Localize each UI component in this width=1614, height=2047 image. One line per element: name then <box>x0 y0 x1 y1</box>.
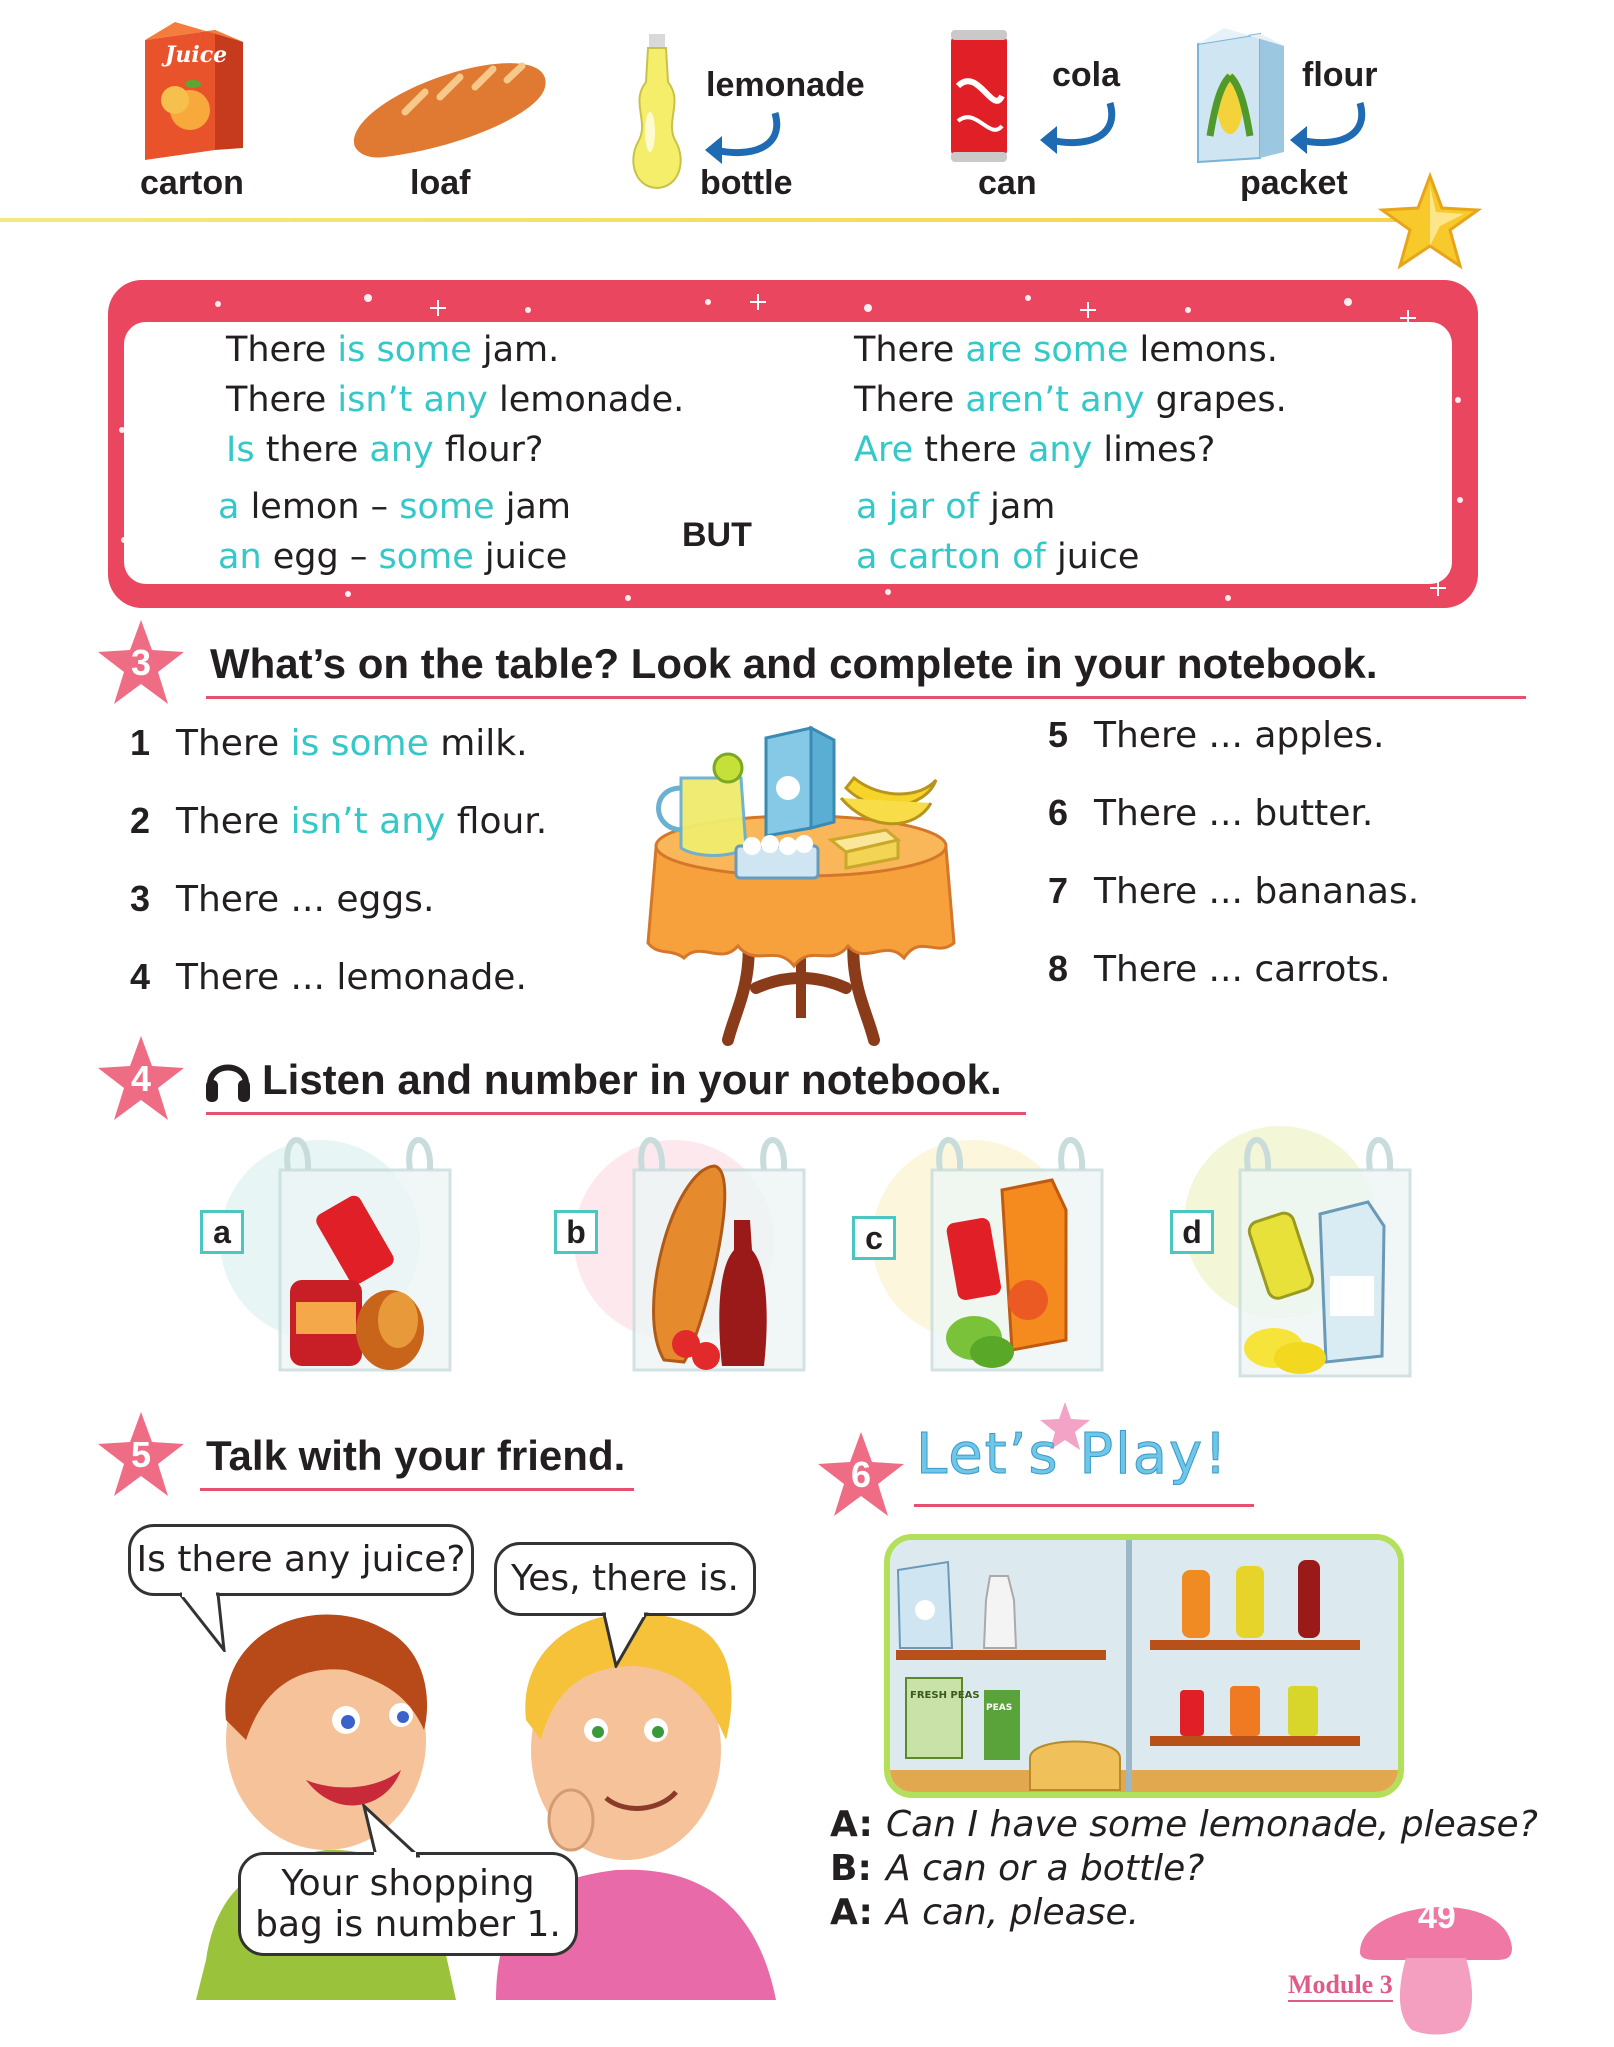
list-item <box>130 878 434 920</box>
dialog-line <box>830 1804 1538 1845</box>
exercise-6-header <box>816 1400 1256 1520</box>
word-flour: flour <box>1302 56 1378 94</box>
grammar-but: BUT <box>682 516 752 554</box>
list-item <box>1048 870 1419 912</box>
shopping-bag-illustration <box>852 1130 1132 1390</box>
list-item <box>130 722 528 764</box>
fridge-illustration <box>884 1534 1404 1798</box>
item-text <box>176 957 527 998</box>
word-packet: packet <box>1240 164 1348 202</box>
plain-text: There ... carrots. <box>1094 949 1391 990</box>
plain-text: jam <box>979 487 1056 527</box>
plain-text: juice <box>473 537 568 577</box>
plain-text: lemonade. <box>487 380 685 420</box>
highlight-text: a jar of <box>856 487 979 527</box>
item-number: 5 <box>1048 714 1069 755</box>
highlight-text: isn’t any <box>290 801 446 842</box>
shopping-bag-illustration <box>554 1130 834 1390</box>
plain-text: There <box>854 330 966 370</box>
list-item <box>1048 948 1391 990</box>
highlight-text: any <box>1027 430 1093 470</box>
item-number: 7 <box>1048 870 1069 911</box>
dialog-line <box>830 1848 1204 1889</box>
grammar-line <box>218 537 567 577</box>
plain-text: jam. <box>471 330 560 370</box>
word-bottle: bottle <box>700 164 793 202</box>
shopping-bag-illustration <box>200 1130 480 1390</box>
grammar-line <box>856 537 1139 577</box>
arrow-curved-icon <box>700 108 790 168</box>
arrow-curved-icon <box>1285 98 1375 158</box>
item-text <box>1094 871 1419 912</box>
highlight-text: some <box>399 487 495 527</box>
bag-d <box>1170 1126 1450 1390</box>
speech-bubble-1 <box>128 1524 474 1596</box>
word-cola: cola <box>1052 56 1121 94</box>
plain-text: There <box>854 380 966 420</box>
bubble-tail <box>600 1612 660 1668</box>
plain-text: juice <box>1045 537 1140 577</box>
highlight-text: a <box>218 487 240 527</box>
exercise-title: Talk with your friend. <box>206 1432 626 1479</box>
bubble-tail <box>360 1804 420 1858</box>
exercise-4-header <box>96 1034 1056 1124</box>
plain-text: There <box>226 330 338 370</box>
exercise-5-header <box>96 1410 656 1500</box>
title-underline <box>200 1488 634 1491</box>
item-text <box>176 879 434 920</box>
item-number: 4 <box>130 956 151 997</box>
item-text <box>176 801 547 842</box>
bag-a <box>200 1130 480 1390</box>
exercise-number: 5 <box>130 1434 152 1475</box>
plain-text: There ... apples. <box>1094 715 1385 756</box>
highlight-text: an <box>218 537 262 577</box>
bubble-text: Yes, there is. <box>511 1558 739 1600</box>
plain-text: egg – <box>261 537 379 577</box>
list-item <box>130 956 527 998</box>
item-text <box>1094 949 1391 990</box>
fridge-shelves <box>890 1540 1398 1792</box>
list-item <box>130 800 547 842</box>
item-number: 8 <box>1048 948 1069 989</box>
bubble-text: Your shopping <box>281 1862 535 1904</box>
gold-star-icon <box>1378 172 1482 272</box>
speech-bubble-3 <box>238 1852 578 1956</box>
peas-label-text: PEAS <box>986 1703 1013 1713</box>
item-number: 2 <box>130 800 151 841</box>
flour-packet-icon <box>1190 26 1290 164</box>
dialog-line <box>830 1892 1139 1933</box>
plain-text: There <box>226 380 338 420</box>
plain-text: There ... lemonade. <box>176 957 527 998</box>
plain-text: lemon – <box>239 487 400 527</box>
highlight-text: aren’t any <box>965 380 1145 420</box>
highlight-text: Are <box>854 430 914 470</box>
plain-text: There ... bananas. <box>1094 871 1420 912</box>
juice-carton-icon <box>135 20 251 160</box>
plain-text: There ... eggs. <box>176 879 435 920</box>
exercise-number: 3 <box>130 642 152 683</box>
grammar-line <box>226 330 559 370</box>
word-lemonade: lemonade <box>706 66 865 104</box>
arrow-curved-icon <box>1035 98 1125 158</box>
list-item <box>1048 714 1384 756</box>
title-underline <box>206 1112 1026 1115</box>
plain-text: There <box>176 723 291 764</box>
highlight-text: any <box>369 430 434 470</box>
list-item <box>1048 792 1373 834</box>
word-carton: carton <box>140 164 244 202</box>
exercise-number: 6 <box>850 1454 872 1495</box>
title-underline <box>914 1504 1254 1507</box>
juice-brand-text: Juice <box>165 42 228 68</box>
peas-label-text: FRESH PEAS <box>910 1690 980 1701</box>
grammar-line <box>856 487 1055 527</box>
plain-text: jam <box>494 487 571 527</box>
highlight-text: is some <box>337 330 472 370</box>
grammar-line <box>854 330 1278 370</box>
plain-text: grapes. <box>1144 380 1287 420</box>
dialog-text: A can, please. <box>886 1892 1140 1933</box>
page-number: 49 <box>1418 1898 1456 1936</box>
highlight-text: are some <box>965 330 1129 370</box>
plain-text: there <box>254 430 370 470</box>
plain-text: there <box>913 430 1028 470</box>
headphones-icon <box>204 1052 252 1104</box>
plain-text: limes? <box>1092 430 1216 470</box>
cola-can-icon <box>948 26 1010 166</box>
highlight-text: a carton of <box>856 537 1046 577</box>
highlight-text: some <box>378 537 474 577</box>
bag-b <box>554 1130 834 1390</box>
bubble-text: Is there any juice? <box>136 1539 466 1581</box>
item-number: 1 <box>130 722 151 763</box>
grammar-line <box>226 430 543 470</box>
dialog-text: A can or a bottle? <box>886 1848 1205 1889</box>
speaker-label: B: <box>830 1848 872 1889</box>
title-underline <box>206 696 1526 699</box>
plain-text: flour? <box>433 430 544 470</box>
exercise-number: 4 <box>130 1058 152 1099</box>
item-number: 3 <box>130 878 151 919</box>
grammar-line <box>854 430 1215 470</box>
item-text <box>1094 715 1384 756</box>
plain-text: flour. <box>445 801 548 842</box>
bag-letter: a <box>200 1210 244 1254</box>
word-can: can <box>978 164 1037 202</box>
lets-play-title: Let’s Play! <box>916 1422 1229 1487</box>
vocab-strip <box>0 0 1614 270</box>
bubble-text: bag is number 1. <box>255 1904 561 1945</box>
loaf-icon <box>345 52 555 162</box>
speech-bubble-2 <box>494 1542 756 1616</box>
exercise-3-header <box>96 618 1456 708</box>
item-text <box>176 723 528 764</box>
lemonade-bottle-icon <box>624 32 690 192</box>
speaker-label: A: <box>830 1804 873 1845</box>
shopping-bag-illustration <box>1170 1126 1450 1390</box>
plain-text: There <box>176 801 291 842</box>
item-number: 6 <box>1048 792 1069 833</box>
module-label: Module 3 <box>1288 1970 1393 2002</box>
plain-text: There ... butter. <box>1094 793 1374 834</box>
item-text <box>1094 793 1373 834</box>
grammar-line <box>226 380 684 420</box>
bag-letter: d <box>1170 1210 1214 1254</box>
plain-text: milk. <box>428 723 528 764</box>
dialog-text: Can I have some lemonade, please? <box>886 1804 1538 1845</box>
bubble-tail <box>180 1592 240 1652</box>
plain-text: lemons. <box>1128 330 1278 370</box>
bag-letter: b <box>554 1210 598 1254</box>
exercise-title: Listen and number in your notebook. <box>262 1056 1002 1103</box>
grammar-line <box>854 380 1287 420</box>
speaker-label: A: <box>830 1892 873 1933</box>
word-loaf: loaf <box>410 164 471 202</box>
table-illustration <box>636 718 966 1048</box>
highlight-text: is some <box>290 723 429 764</box>
highlight-text: isn’t any <box>337 380 488 420</box>
bag-letter: c <box>852 1216 896 1260</box>
exercise-title: What’s on the table? Look and complete in your notebook. <box>210 640 1378 687</box>
yellow-rule <box>0 218 1420 222</box>
grammar-line <box>218 487 571 527</box>
highlight-text: Is <box>226 430 255 470</box>
bag-c <box>852 1130 1132 1390</box>
